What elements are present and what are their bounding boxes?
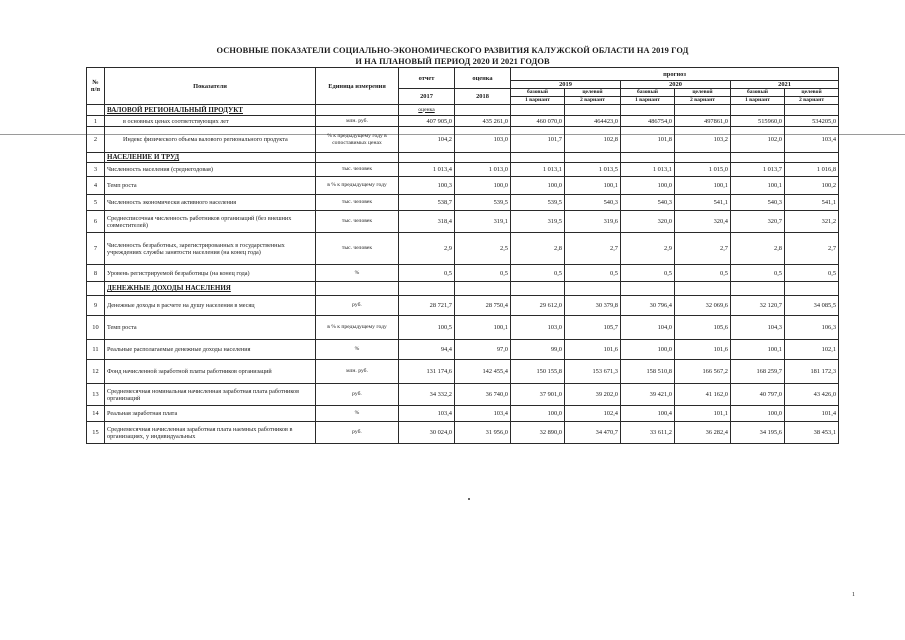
cell-value: 2,7 — [785, 233, 839, 265]
cell-value: 103,4 — [785, 127, 839, 153]
row-unit: тыс. человек — [316, 163, 399, 177]
cell-value: 100,1 — [455, 316, 511, 340]
header-indicator: Показатели — [105, 68, 316, 105]
cell-value: 486754,0 — [621, 116, 675, 127]
row-unit: % — [316, 265, 399, 282]
cell-value: 1 016,8 — [785, 163, 839, 177]
table-row — [87, 195, 839, 211]
row-number: 11 — [87, 340, 105, 360]
header-base: базовый — [731, 89, 785, 97]
table-row — [87, 384, 839, 406]
row-indicator: Среднесписочная численность работников организаций (без внешних совместителей) — [105, 211, 316, 233]
cell-value: 103,4 — [399, 406, 455, 422]
cell-value: 166 567,2 — [675, 360, 731, 384]
cell-value: 34 470,7 — [565, 422, 621, 444]
document-title-line1: ОСНОВНЫЕ ПОКАЗАТЕЛИ СОЦИАЛЬНО-ЭКОНОМИЧЕСКОГО РАЗВИТИЯ КАЛУЖСКОЙ ОБЛАСТИ НА 2019 ГОД — [216, 46, 689, 55]
header-2021: 2021 — [731, 81, 839, 89]
cell-value: 100,0 — [511, 177, 565, 195]
cell-value: 2,9 — [399, 233, 455, 265]
row-unit: % — [316, 406, 399, 422]
section-title-income: ДЕНЕЖНЫЕ ДОХОДЫ НАСЕЛЕНИЯ — [105, 282, 316, 296]
cell-value: 153 671,3 — [565, 360, 621, 384]
row-indicator: Темп роста — [105, 316, 316, 340]
cell-value: 103,4 — [455, 406, 511, 422]
cell-value: 497861,0 — [675, 116, 731, 127]
cell-value: 101,6 — [565, 340, 621, 360]
cell-value: 30 796,4 — [621, 296, 675, 316]
cell-value: 534205,0 — [785, 116, 839, 127]
row-number: 1 — [87, 116, 105, 127]
row-indicator: Среднемесячная номинальная начисленная заработная плата работников организаций — [105, 384, 316, 406]
cell-value: 0,5 — [621, 265, 675, 282]
table-row — [87, 422, 839, 444]
cell-value: 105,7 — [565, 316, 621, 340]
table-row — [87, 265, 839, 282]
header-variant-2: 2 вариант — [565, 97, 621, 105]
row-number: 12 — [87, 360, 105, 384]
cell-value: 36 282,4 — [675, 422, 731, 444]
row-unit: млн. руб. — [316, 116, 399, 127]
cell-value: 541,1 — [785, 195, 839, 211]
cell-value: 100,1 — [565, 177, 621, 195]
header-report: отчет — [399, 68, 455, 89]
cell-value: 515960,0 — [731, 116, 785, 127]
cell-value: 0,5 — [731, 265, 785, 282]
cell-value: 39 202,0 — [565, 384, 621, 406]
cell-value: 100,0 — [511, 406, 565, 422]
cell-value: 100,1 — [731, 340, 785, 360]
cell-value: 1 013,4 — [399, 163, 455, 177]
cell-value: 38 453,1 — [785, 422, 839, 444]
cell-value: 34 332,2 — [399, 384, 455, 406]
cell-value: 100,5 — [399, 316, 455, 340]
row-indicator: Фонд начисленной заработной платы работников организаций — [105, 360, 316, 384]
cell-value: 104,0 — [621, 316, 675, 340]
cell-value: 158 510,8 — [621, 360, 675, 384]
cell-value: 321,2 — [785, 211, 839, 233]
row-number: 15 — [87, 422, 105, 444]
cell-value: 540,3 — [731, 195, 785, 211]
cell-value: 41 162,0 — [675, 384, 731, 406]
cell-value: 0,5 — [565, 265, 621, 282]
cell-value: 101,1 — [675, 406, 731, 422]
cell-value: 1 013,1 — [621, 163, 675, 177]
cell-value: 101,8 — [621, 127, 675, 153]
cell-value: 435 261,0 — [455, 116, 511, 127]
cell-value: 103,0 — [511, 316, 565, 340]
cell-value: 105,6 — [675, 316, 731, 340]
row-indicator: Темп роста — [105, 177, 316, 195]
table-row — [87, 406, 839, 422]
cell-value: 99,0 — [511, 340, 565, 360]
cell-value: 101,6 — [675, 340, 731, 360]
cell-value: 460 070,0 — [511, 116, 565, 127]
row-unit: руб. — [316, 422, 399, 444]
cell-value: 2,5 — [455, 233, 511, 265]
cell-value: 32 120,7 — [731, 296, 785, 316]
table-row — [87, 116, 839, 127]
cell-value: 34 085,5 — [785, 296, 839, 316]
cell-value: 0,5 — [511, 265, 565, 282]
cell-value: 34 195,6 — [731, 422, 785, 444]
header-2019: 2019 — [511, 81, 621, 89]
cell-value: 33 611,2 — [621, 422, 675, 444]
row-indicator: Реальные располагаемые денежные доходы населения — [105, 340, 316, 360]
row-unit: в % к предыдущему году — [316, 177, 399, 195]
cell-value: 31 956,0 — [455, 422, 511, 444]
cell-value: 1 015,0 — [675, 163, 731, 177]
cell-value: 100,0 — [621, 340, 675, 360]
header-estimate: оценка — [455, 68, 511, 89]
cell-value: 0,5 — [399, 265, 455, 282]
header-variant-2: 2 вариант — [785, 97, 839, 105]
cell-value: 540,3 — [565, 195, 621, 211]
cell-value: 100,0 — [455, 177, 511, 195]
header-base: базовый — [511, 89, 565, 97]
table-row — [87, 360, 839, 384]
cell-value: 103,0 — [455, 127, 511, 153]
cell-value: 407 905,0 — [399, 116, 455, 127]
section-title-population: НАСЕЛЕНИЕ И ТРУД — [105, 153, 316, 163]
table-row — [87, 233, 839, 265]
row-number: 5 — [87, 195, 105, 211]
estimate-note: оценка — [399, 105, 455, 116]
row-indicator: Численность безработных, зарегистрированных в государственных учреждениях службы занятости населения (на конец года) — [105, 233, 316, 265]
row-unit: тыс. человек — [316, 211, 399, 233]
header-variant-1: 1 вариант — [511, 97, 565, 105]
header-year-2017: 2017 — [399, 89, 455, 105]
cell-value: 102,0 — [731, 127, 785, 153]
header-2020: 2020 — [621, 81, 731, 89]
row-unit: тыс. человек — [316, 233, 399, 265]
row-indicator: Уровень регистрируемой безработицы (на конец года) — [105, 265, 316, 282]
cell-value: 541,1 — [675, 195, 731, 211]
row-indicator: Денежные доходы в расчете на душу населения в месяц — [105, 296, 316, 316]
cell-value: 100,2 — [785, 177, 839, 195]
cell-value: 94,4 — [399, 340, 455, 360]
header-variant-1: 1 вариант — [731, 97, 785, 105]
table-row — [87, 127, 839, 153]
cell-value: 97,0 — [455, 340, 511, 360]
cell-value: 319,5 — [511, 211, 565, 233]
indicators-table — [86, 67, 839, 444]
cell-value: 320,4 — [675, 211, 731, 233]
cell-value: 104,2 — [399, 127, 455, 153]
row-unit: в % к предыдущему году — [316, 316, 399, 340]
cell-value: 102,1 — [785, 340, 839, 360]
row-indicator: Численность населения (среднегодовая) — [105, 163, 316, 177]
header-forecast: прогноз — [511, 68, 839, 81]
row-number: 10 — [87, 316, 105, 340]
cell-value: 540,3 — [621, 195, 675, 211]
cell-value: 100,1 — [675, 177, 731, 195]
cell-value: 1 013,5 — [565, 163, 621, 177]
cell-value: 0,5 — [785, 265, 839, 282]
cell-value: 2,8 — [731, 233, 785, 265]
table-row — [87, 296, 839, 316]
cell-value: 464423,0 — [565, 116, 621, 127]
table-row — [87, 177, 839, 195]
row-number: 4 — [87, 177, 105, 195]
cell-value: 28 750,4 — [455, 296, 511, 316]
cell-value: 104,3 — [731, 316, 785, 340]
row-indicator: в основных ценах соответствующих лет — [105, 116, 316, 127]
row-number: 9 — [87, 296, 105, 316]
cell-value: 131 174,6 — [399, 360, 455, 384]
header-num: № п/п — [87, 68, 105, 105]
row-unit: % к предыдущему году в сопоставимых ценах — [316, 127, 399, 153]
row-unit: % — [316, 340, 399, 360]
cell-value: 539,5 — [511, 195, 565, 211]
cell-value: 1 013,1 — [511, 163, 565, 177]
cell-value: 29 612,0 — [511, 296, 565, 316]
cell-value: 1 013,0 — [455, 163, 511, 177]
cell-value: 2,9 — [621, 233, 675, 265]
row-number: 2 — [87, 127, 105, 153]
cell-value: 40 797,0 — [731, 384, 785, 406]
header-year-2018: 2018 — [455, 89, 511, 105]
cell-value: 30 024,0 — [399, 422, 455, 444]
cell-value: 538,7 — [399, 195, 455, 211]
scan-dot — [468, 498, 470, 500]
cell-value: 101,7 — [511, 127, 565, 153]
header-target: целевой — [675, 89, 731, 97]
row-number: 14 — [87, 406, 105, 422]
header-unit: Единица измерения — [316, 68, 399, 105]
cell-value: 32 890,0 — [511, 422, 565, 444]
table-row — [87, 163, 839, 177]
cell-value: 0,5 — [675, 265, 731, 282]
document-title-line2: И НА ПЛАНОВЫЙ ПЕРИОД 2020 И 2021 ГОДОВ — [355, 57, 550, 66]
cell-value: 37 901,0 — [511, 384, 565, 406]
row-number: 6 — [87, 211, 105, 233]
cell-value: 181 172,3 — [785, 360, 839, 384]
cell-value: 319,6 — [565, 211, 621, 233]
cell-value: 100,3 — [399, 177, 455, 195]
header-variant-1: 1 вариант — [621, 97, 675, 105]
cell-value: 0,5 — [455, 265, 511, 282]
cell-value: 102,8 — [565, 127, 621, 153]
row-indicator: Индекс физического объема валового регионального продукта — [105, 127, 316, 153]
cell-value: 320,0 — [621, 211, 675, 233]
cell-value: 106,3 — [785, 316, 839, 340]
section-title-grp: ВАЛОВОЙ РЕГИОНАЛЬНЫЙ ПРОДУКТ — [105, 105, 316, 116]
cell-value: 102,4 — [565, 406, 621, 422]
cell-value: 150 155,8 — [511, 360, 565, 384]
cell-value: 36 740,0 — [455, 384, 511, 406]
cell-value: 30 379,8 — [565, 296, 621, 316]
cell-value: 43 426,0 — [785, 384, 839, 406]
cell-value: 318,4 — [399, 211, 455, 233]
cell-value: 2,7 — [675, 233, 731, 265]
cell-value: 100,4 — [621, 406, 675, 422]
cell-value: 539,5 — [455, 195, 511, 211]
row-unit: руб. — [316, 384, 399, 406]
cell-value: 1 013,7 — [731, 163, 785, 177]
cell-value: 168 259,7 — [731, 360, 785, 384]
cell-value: 100,1 — [731, 177, 785, 195]
cell-value: 101,4 — [785, 406, 839, 422]
cell-value: 2,7 — [565, 233, 621, 265]
cell-value: 319,1 — [455, 211, 511, 233]
row-number: 3 — [87, 163, 105, 177]
row-indicator: Численность экономически активного населения — [105, 195, 316, 211]
header-target: целевой — [565, 89, 621, 97]
cell-value: 142 455,4 — [455, 360, 511, 384]
row-indicator: Среднемесячная начисленная заработная плата наемных работников в организациях, у индивидуальных — [105, 422, 316, 444]
table-row — [87, 211, 839, 233]
table-row — [87, 316, 839, 340]
cell-value: 100,0 — [621, 177, 675, 195]
row-indicator: Реальная заработная плата — [105, 406, 316, 422]
page-number: 1 — [852, 592, 855, 598]
row-number: 7 — [87, 233, 105, 265]
cell-value: 100,0 — [731, 406, 785, 422]
cell-value: 32 069,6 — [675, 296, 731, 316]
cell-value: 2,8 — [511, 233, 565, 265]
cell-value: 103,2 — [675, 127, 731, 153]
cell-value: 39 421,0 — [621, 384, 675, 406]
row-unit: тыс. человек — [316, 195, 399, 211]
row-number: 8 — [87, 265, 105, 282]
table-row — [87, 340, 839, 360]
row-number: 13 — [87, 384, 105, 406]
cell-value: 28 721,7 — [399, 296, 455, 316]
row-unit: руб. — [316, 296, 399, 316]
header-target: целевой — [785, 89, 839, 97]
header-variant-2: 2 вариант — [675, 97, 731, 105]
row-unit: млн. руб. — [316, 360, 399, 384]
header-base: базовый — [621, 89, 675, 97]
cell-value: 320,7 — [731, 211, 785, 233]
